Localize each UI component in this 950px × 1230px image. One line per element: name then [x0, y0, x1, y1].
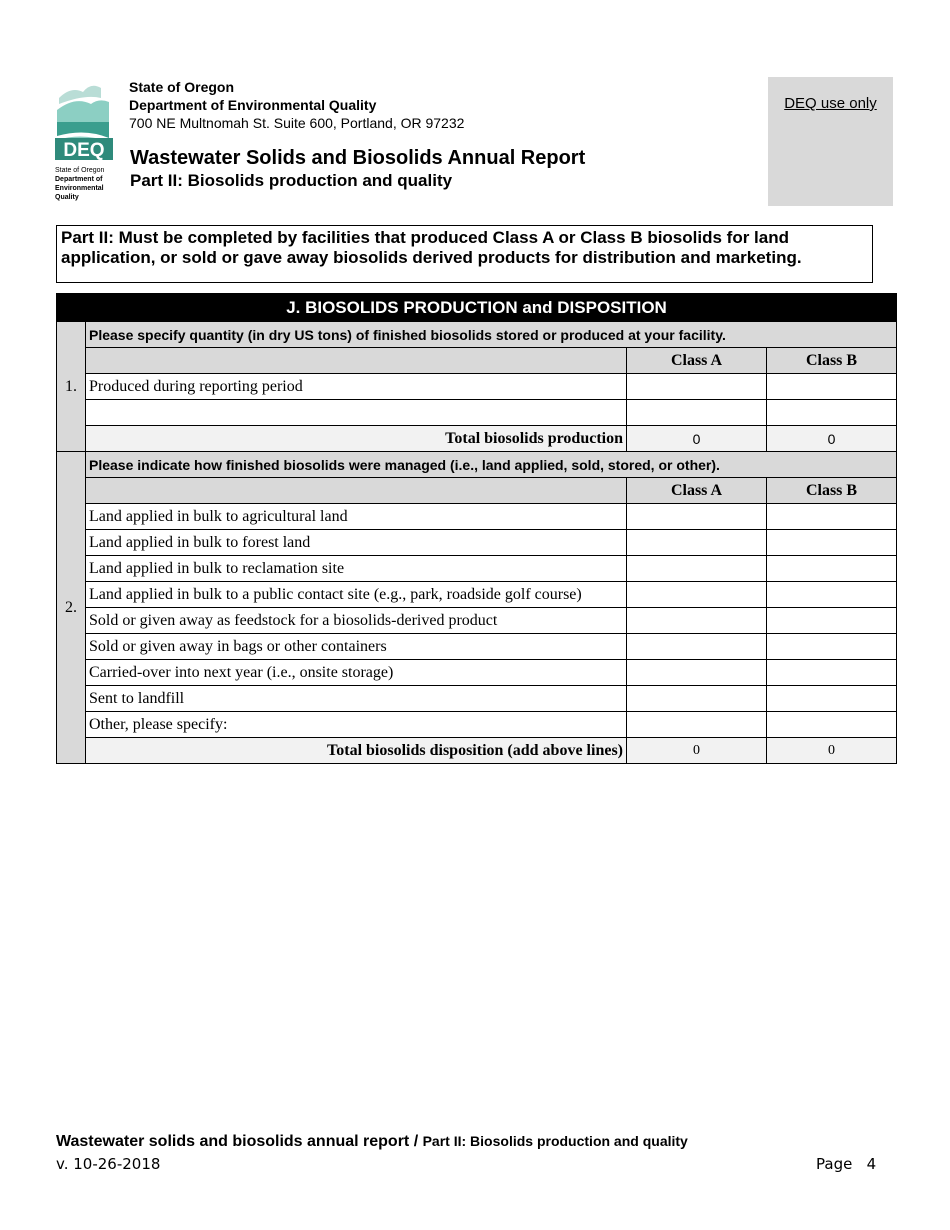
- column-header-blank: [86, 478, 627, 504]
- class-b-input[interactable]: [767, 660, 897, 686]
- row-label: Sold or given away as feedstock for a biosolids-derived product: [86, 608, 627, 634]
- logo-caption-2: Department of: [55, 176, 103, 183]
- class-b-input[interactable]: [767, 400, 897, 426]
- biosolids-table: [56, 293, 897, 764]
- row-label: Land applied in bulk to reclamation site: [86, 556, 627, 582]
- table-row: [57, 608, 897, 634]
- question-number-2: 2.: [57, 452, 86, 764]
- footer-title: [56, 1133, 688, 1151]
- column-header-blank: [86, 348, 627, 374]
- total-production-class-b: 0: [767, 426, 897, 452]
- class-b-input[interactable]: [767, 608, 897, 634]
- class-b-header: Class B: [767, 478, 897, 504]
- table-row: [57, 530, 897, 556]
- row-label: Sold or given away in bags or other containers: [86, 634, 627, 660]
- deq-logo: [55, 78, 113, 206]
- row-label: Carried-over into next year (i.e., onsite storage): [86, 660, 627, 686]
- class-b-input[interactable]: [767, 712, 897, 738]
- deq-logo-icon: [55, 78, 113, 206]
- agency-info: [129, 78, 464, 132]
- row-label: Land applied in bulk to forest land: [86, 530, 627, 556]
- class-b-input[interactable]: [767, 530, 897, 556]
- class-a-input[interactable]: [627, 530, 767, 556]
- class-b-header: Class B: [767, 348, 897, 374]
- logo-caption-1: State of Oregon: [55, 167, 105, 174]
- footer-part: Part II: Biosolids production and quality: [422, 1133, 688, 1149]
- class-a-input[interactable]: [627, 400, 767, 426]
- row-label: Produced during reporting period: [86, 374, 627, 400]
- footer-version: v. 10-26-2018: [56, 1155, 161, 1173]
- table-row: [57, 504, 897, 530]
- report-subtitle: Part II: Biosolids production and quality: [130, 171, 453, 190]
- table-row: [57, 686, 897, 712]
- table-row: [57, 582, 897, 608]
- class-a-input[interactable]: [627, 660, 767, 686]
- row-label: Other, please specify:: [86, 712, 627, 738]
- class-b-input[interactable]: [767, 634, 897, 660]
- table-row: [57, 374, 897, 400]
- class-a-input[interactable]: [627, 556, 767, 582]
- deq-use-only-label: DEQ use only: [784, 95, 877, 112]
- question-1-instruction: Please specify quantity (in dry US tons) of finished biosolids stored or produced at your facility.: [86, 322, 897, 348]
- total-production-class-a: 0: [627, 426, 767, 452]
- total-production-label: Total biosolids production: [86, 426, 627, 452]
- report-title: Wastewater Solids and Biosolids Annual Report: [130, 147, 586, 169]
- logo-mark-text: DEQ: [63, 140, 105, 161]
- question-2-instruction: Please indicate how finished biosolids were managed (i.e., land applied, sold, stored, or other).: [86, 452, 897, 478]
- state-name: State of Oregon: [129, 79, 235, 95]
- class-b-input[interactable]: [767, 582, 897, 608]
- part-notice: Part II: Must be completed by facilities that produced Class A or Class B biosolids for land application, or sold or gave away biosolids derived products for distribution and marketing.: [56, 225, 873, 283]
- class-b-input[interactable]: [767, 374, 897, 400]
- class-a-header: Class A: [627, 348, 767, 374]
- row-label: Land applied in bulk to a public contact site (e.g., park, roadside golf course): [86, 582, 627, 608]
- footer-separator: /: [409, 1133, 423, 1150]
- table-row: [57, 660, 897, 686]
- section-title: J. BIOSOLIDS PRODUCTION and DISPOSITION: [57, 294, 897, 322]
- row-label: Sent to landfill: [86, 686, 627, 712]
- class-a-input[interactable]: [627, 608, 767, 634]
- table-row: [57, 712, 897, 738]
- footer-report-name: Wastewater solids and biosolids annual report: [56, 1133, 410, 1150]
- page-number: Page 4: [816, 1155, 877, 1173]
- class-b-input[interactable]: [767, 556, 897, 582]
- agency-address: 700 NE Multnomah St. Suite 600, Portland, OR 97232: [129, 115, 465, 131]
- row-label: Land applied in bulk to agricultural land: [86, 504, 627, 530]
- class-a-input[interactable]: [627, 634, 767, 660]
- class-a-input[interactable]: [627, 686, 767, 712]
- class-a-input[interactable]: [627, 582, 767, 608]
- total-disposition-class-a: 0: [627, 738, 767, 764]
- logo-caption-4: Quality: [55, 194, 79, 201]
- logo-caption-3: Environmental: [55, 185, 104, 192]
- total-disposition-label: Total biosolids disposition (add above lines): [86, 738, 627, 764]
- row-label[interactable]: [86, 400, 627, 426]
- department-name: Department of Environmental Quality: [129, 97, 377, 113]
- table-row: [57, 556, 897, 582]
- question-number-1: 1.: [57, 322, 86, 452]
- class-a-input[interactable]: [627, 374, 767, 400]
- total-disposition-class-b: 0: [767, 738, 897, 764]
- class-b-input[interactable]: [767, 504, 897, 530]
- table-row: [57, 400, 897, 426]
- class-a-input[interactable]: [627, 712, 767, 738]
- report-titles: [130, 146, 585, 192]
- class-a-input[interactable]: [627, 504, 767, 530]
- deq-use-only-box: [768, 77, 893, 206]
- table-row: [57, 634, 897, 660]
- class-a-header: Class A: [627, 478, 767, 504]
- class-b-input[interactable]: [767, 686, 897, 712]
